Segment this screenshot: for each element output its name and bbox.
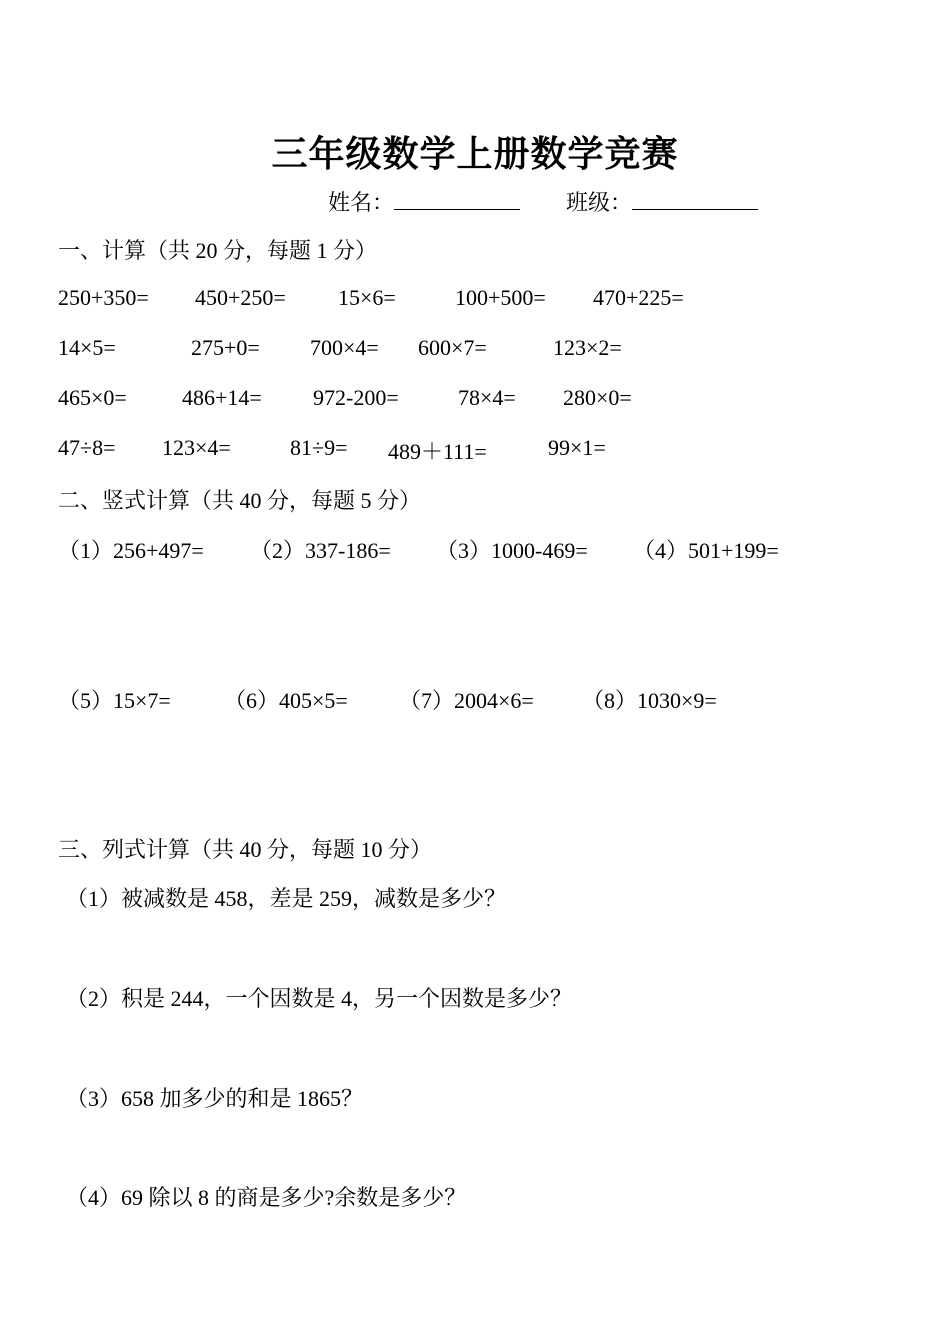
calc-item: 465×0=	[58, 385, 127, 410]
vertical-calc-item: （7）2004×6=	[399, 688, 534, 713]
calc-item: 47÷8=	[58, 435, 116, 460]
word-problem-1: （1）被减数是 458，差是 259，减数是多少？	[66, 886, 507, 911]
student-info	[328, 186, 758, 217]
calc-item: 81÷9=	[290, 435, 348, 460]
vertical-calc-item: （6）405×5=	[224, 688, 348, 713]
calc-item: 600×7=	[418, 335, 487, 360]
vertical-calc-row-1	[58, 534, 938, 562]
section-3-heading: 三、列式计算（共 40 分，每题 10 分）	[58, 837, 433, 862]
name-blank	[394, 189, 520, 210]
calc-item: 15×6=	[338, 285, 396, 310]
calc-item: 123×2=	[553, 335, 622, 360]
calc-item: 700×4=	[310, 335, 379, 360]
page-title: 三年级数学上册数学竞赛	[271, 133, 679, 175]
calc-row-3	[58, 385, 938, 413]
calc-item: 486+14=	[182, 385, 262, 410]
vertical-calc-item: （1）256+497=	[58, 538, 204, 563]
calc-item: 489＋111=	[388, 439, 487, 464]
vertical-calc-item: （3）1000-469=	[436, 538, 588, 563]
calc-row-2	[58, 335, 938, 363]
vertical-calc-item: （5）15×7=	[58, 688, 171, 713]
vertical-calc-item: （4）501+199=	[633, 538, 779, 563]
calc-item: 123×4=	[162, 435, 231, 460]
class-label: 班级：	[566, 190, 633, 215]
section-1-heading: 一、计算（共 20 分，每题 1 分）	[58, 238, 378, 263]
calc-item: 14×5=	[58, 335, 116, 360]
calc-item: 275+0=	[191, 335, 260, 360]
calc-item: 280×0=	[563, 385, 632, 410]
word-problem-2: （2）积是 244，一个因数是 4，另一个因数是多少？	[66, 986, 573, 1011]
word-problem-4: （4）69 除以 8 的商是多少?余数是多少？	[66, 1185, 467, 1210]
class-blank	[632, 189, 758, 210]
vertical-calc-item: （2）337-186=	[250, 538, 391, 563]
calc-item: 100+500=	[455, 285, 546, 310]
calc-item: 78×4=	[458, 385, 516, 410]
calc-item: 972-200=	[313, 385, 399, 410]
calc-item: 99×1=	[548, 435, 606, 460]
calc-row-1	[58, 285, 938, 313]
vertical-calc-item: （8）1030×9=	[582, 688, 717, 713]
word-problem-3: （3）658 加多少的和是 1865？	[66, 1086, 364, 1111]
calc-item: 250+350=	[58, 285, 149, 310]
calc-item: 470+225=	[593, 285, 684, 310]
section-2-heading: 二、竖式计算（共 40 分，每题 5 分）	[58, 488, 422, 513]
vertical-calc-row-2	[58, 684, 938, 712]
calc-item: 450+250=	[195, 285, 286, 310]
name-label: 姓名：	[328, 190, 395, 215]
calc-row-4	[58, 435, 938, 463]
